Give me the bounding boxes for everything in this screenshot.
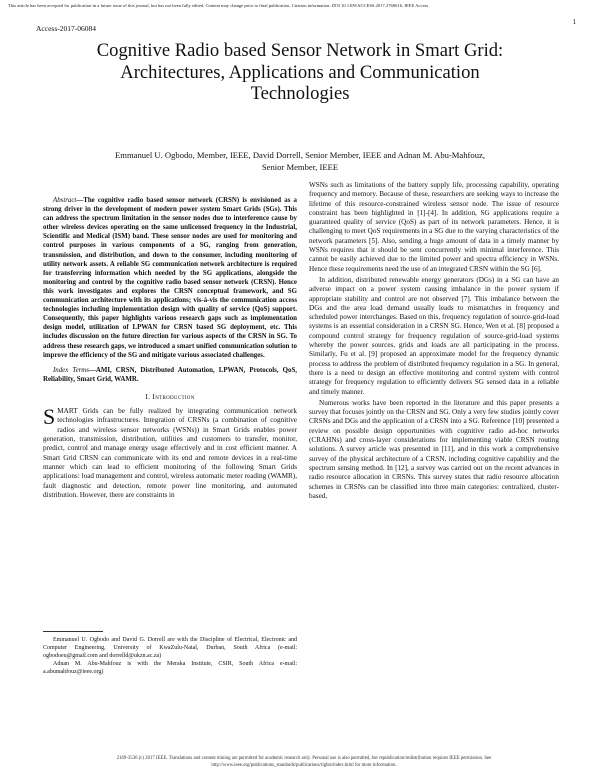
intro-text: Grids can be fully realized by integrating communication network technologies infrastructures. Integration of CRSNs (a combination of cognitive radios and wireless sensor networks (WSNs)) in Smart Grids enables power generation, transmission, distribution, utilities and customers to transfer, monitor, predict, control and manage energy usage effectively and in cost efficient manner. A Smart Grid CRSN can communicate with its end and remote devices in a real-time manner which can lead to efficient monitoring of the following Smart Grids applications: load management and control, wireless automatic meter reading (WAMR), fault diagnostic and detection, remote power line monitoring, and automated distribution. However, there are constraints in xyxy=(43,407,297,499)
index-terms-text: —AMI, CRSN, Distributed Automation, LPWAN, Protocols, QoS, Reliability, Smart Grid, WAMR. xyxy=(43,366,297,383)
authors-line: Emmanuel U. Ogbodo, Member, IEEE, David Dorrell, Senior Member, IEEE and Adnan M. Abu-Mahfouz, xyxy=(115,150,485,160)
title-line: Cognitive Radio based Sensor Network in Smart Grid: xyxy=(96,40,504,61)
abstract xyxy=(43,196,297,360)
copyright-line: 2169-3536 (c) 2017 IEEE. Translations and content mining are permitted for academic research only. Personal use is also permitted, but republication/redistribution requires IEEE permission. See xyxy=(116,756,492,761)
body-paragraph: WSNs such as limitations of the battery supply life, processing capability, operating frequency and memory. Because of these, researchers are seeking ways to increase the lifetime of this resource-constrained wireless sensor node. The issue of resource constraint has been highlighted in [1]-[4]. In addition, SG applications require a guaranteed quality of service (QoS) as part of its network parameters. Hence, it is challenging to meet QoS requirements in a SG due to the varying characteristics of the network parameters [5]. Also, sending a huge amount of data in a timely manner by WSNs requires that it should be sent concurrently with minimal interference. This cannot be easily achieved due to the limited power and spectra efficiency in WSNs. Hence these requirements need the use of an integrated CRSN within the SG [6]. xyxy=(309,181,559,273)
index-terms-lead: Index Terms xyxy=(53,366,89,374)
right-column xyxy=(309,181,559,503)
first-word: MART xyxy=(57,407,78,416)
abstract-lead: Abstract xyxy=(53,197,77,204)
access-id: Access-2017-06084 xyxy=(36,24,96,33)
page-number: 1 xyxy=(572,18,576,26)
title-line: Technologies xyxy=(250,83,350,104)
intro-paragraph xyxy=(43,404,297,500)
footnotes xyxy=(43,637,297,678)
body-paragraph: Numerous works have been reported in the literature and this paper presents a survey that focuses jointly on the CRSN and SG. Only a very few studies jointly cover CRSNs and DGs and the application of a CRSN into a SG. Reference [10] presented a review on possible design opportunities with cognitive radio ad-hoc networks (CRAHNs) and cross-layer considerations for implementing viable CRSN routing solutions. A survey article was presented in [11], and in this work a comprehensive survey of the physical architecture of a CRSN, including cognitive capability and the spectrum sensing method. In [12], a survey was carried out on the recent advances in radio resource allocation in CRSNs. This survey states that radio resource allocation schemes in CRSNs can be classified into three main categories: centralized, cluster-based, xyxy=(309,398,559,500)
copyright-notice xyxy=(36,755,572,769)
authors-line: Senior Member, IEEE xyxy=(261,162,339,172)
paper-title xyxy=(20,40,580,105)
abstract-text: —The cognitive radio based sensor network (CRSN) is envisioned as a strong driver in the development of modern power system Smart Grids (SGs). This can address the spectrum limitation in the sensor nodes due to interference cause by other wireless devices operating on the same unlicensed frequency in the Industrial, Scientific and Medical (ISM) band. These sensor nodes are used for monitoring and control purposes in various components of a SG, ranging from generation, transmission, and distribution, and down to the consumer, including monitoring of utility network assets. A reliable SG communication network architecture is required for transferring information which needed by the SG applications, alongside the monitoring and control by the cognitive radio based sensor network (CRSN). Hence this work investigates and explores the CRSN conceptual framework, and SG communication architecture with its applications; vis-à-vis the communication access technologies including implementation design with quality of service (QoS) support. Consequently, this paper highlights various research gaps such as implementation design model, utilization of LPWAN for CRSN based SG deployment, etc. This includes discussion on the future direction for various aspects of the CRSN in SG. To address these research gaps, we introduced a smart unified communication solution to improve the efficiency of the SG and mitigate various associated challenges. xyxy=(43,197,297,359)
index-terms xyxy=(43,366,297,384)
body-paragraph: In addition, distributed renewable energy generators (DGs) in a SG can have an adverse impact on a power system causing imbalance in the power system if appropriate stability and control are not observed [7]. This imbalance between the DGs and the area load demand usually leads to mismatches in frequency and scheduled power interchanges. Based on this, frequency regulation of source-grid-load systems is an essential consideration in a CRSN SG. Hence, Wen et al. [8] proposed a compound control strategy for frequency regulation of source-grid-load systems whereby the power sources, grids and loads are all participating in the process. Similarly, Fu et al. [9] proposed an approximate model for the frequency dynamic process to address the problem of distributed frequency regulation in a SG. In general, there is a need to design an effective monitoring and control system with control strategy for frequency regulation to efficiently delivers SG sensed data in a reliable and timely manner. xyxy=(309,275,559,396)
left-column xyxy=(43,196,297,502)
section-heading: I. Introduction xyxy=(145,391,195,401)
footnote-rule xyxy=(43,631,103,632)
journal-banner: This article has been accepted for publication in a future issue of this journal, but has not been fully edited. Content may change prior to final publication. Citation information: DOI 10.1109/ACCESS.2017.2769616, IEEE Access xyxy=(8,3,429,8)
footnote: Emmanuel U. Ogbodo and David G. Dorrell are with the Discipline of Electrical, Electronic and Computer Engineering, University of KwaZulu-Natal, Durban, South Africa (e-mail: ogbodoeu@gmail.com and dorrelld@ukzn.ac.za) xyxy=(43,637,297,659)
author-list xyxy=(40,149,560,173)
drop-cap: S xyxy=(43,404,56,430)
title-line: Architectures, Applications and Communication xyxy=(120,61,480,83)
footnote: Adnan M. Abu-Mahfouz is with the Meraka Institute, CSIR, South Africa e-mail: a.abumahfouz@ieee.org) xyxy=(43,661,297,676)
copyright-line: http://www.ieee.org/publications_standards/publications/rights/index.html for more information. xyxy=(211,763,397,768)
